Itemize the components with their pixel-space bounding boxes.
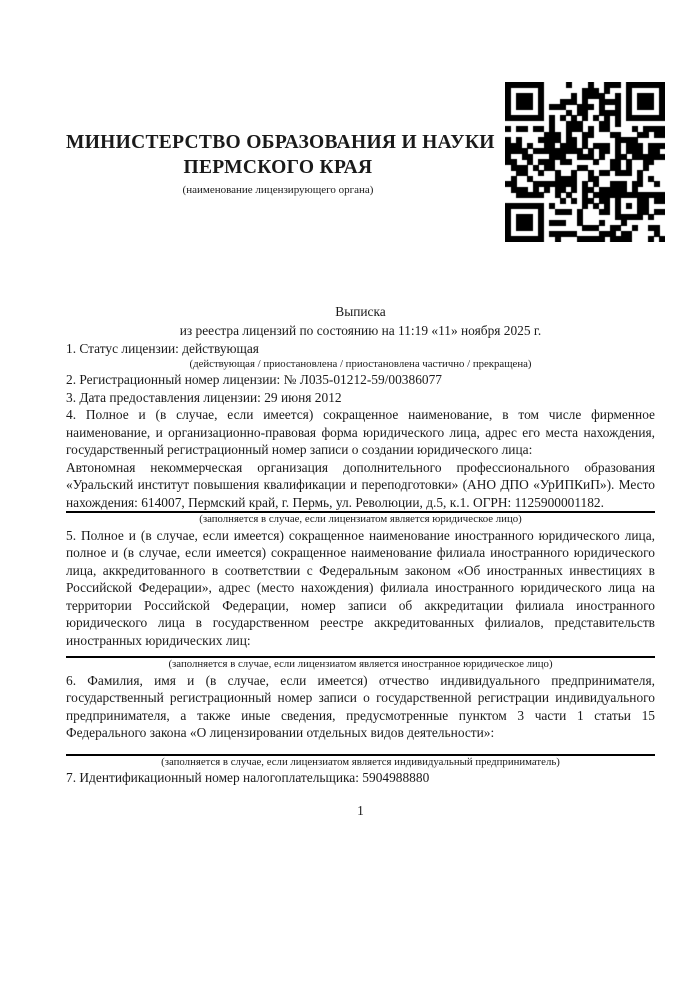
ministry-caption: (наименование лицензирующего органа) xyxy=(182,184,374,196)
qr-code xyxy=(505,82,665,242)
field-entrepreneur-question: 6. Фамилия, имя и (в случае, если имеется) отчество индивидуального предпринимателя, государственный регистрационный номер записи о государственной регистрации индивидуального предпринимателя, а также иные сведения, предусмотренные пунктом 3 части 1 статьи 15 Федерального закона «О лицензировании отдельных видов деятельности»: xyxy=(66,672,655,740)
field-legal-entity-answer: Автономная некоммерческая организация дополнительного профессионального образования «Уральский институт повышения квалификации и переподготовки» (АНО ДПО «УрИПКиП»). Место нахождения: 614007, Пермский край, г. Пермь, ул. Революции, д.5, к.1. ОГРН: 1125900001182. xyxy=(66,459,655,510)
field-license-status: 1. Статус лицензии: действующая xyxy=(66,341,259,356)
field-foreign-entity-question: 5. Полное и (в случае, если имеется) сокращенное наименование иностранного юридического лица, полное и (в случае, если имеется) сокращенное наименование филиала иностранного юридического лица, аккредитованного в соответствии с Федеральным законом «Об иностранных инвестициях в Российской Федерации», адрес (место нахождения) филиала иностранного юридического лица на территории Российской Федерации, номер записи об аккредитации филиала иностранного юридического лица в государственном реестре аккредитованных филиалов, представительств иностранных юридических лиц: xyxy=(66,527,655,648)
page-number: 1 xyxy=(357,802,364,818)
ministry-name-line1: МИНИСТЕРСТВО ОБРАЗОВАНИЯ И НАУКИ xyxy=(66,132,495,153)
field-taxpayer-number: 7. Идентификационный номер налогоплательщика: 5904988880 xyxy=(66,770,430,785)
document-title-line2: из реестра лицензий по состоянию на 11:19 «11» ноября 2025 г. xyxy=(179,323,542,338)
note-legal-entity: (заполняется в случае, если лицензиатом является юридическое лицо) xyxy=(199,513,522,525)
note-entrepreneur: (заполняется в случае, если лицензиатом является индивидуальный предприниматель) xyxy=(161,755,560,768)
field-registration-number: 2. Регистрационный номер лицензии: № Л035-01212-59/00386077 xyxy=(66,372,442,387)
ministry-header xyxy=(66,130,495,197)
note-license-status-options: (действующая / приостановлена / приостановлена частично / прекращена) xyxy=(189,357,532,370)
note-foreign-entity: (заполняется в случае, если лицензиатом является иностранное юридическое лицо) xyxy=(168,658,553,670)
field-legal-entity-question: 4. Полное и (в случае, если имеется) сокращенное наименование, в том числе фирменное наименование, и организационно-правовая форма юридического лица, адрес его места нахождения, государственный регистрационный номер записи о создании юридического лица: xyxy=(66,407,655,457)
ministry-name-line2: ПЕРМСКОГО КРАЯ xyxy=(183,157,373,178)
document-title xyxy=(66,302,655,340)
document-title-line1: Выписка xyxy=(335,304,386,319)
field-license-grant-date: 3. Дата предоставления лицензии: 29 июня 2012 xyxy=(66,389,342,405)
